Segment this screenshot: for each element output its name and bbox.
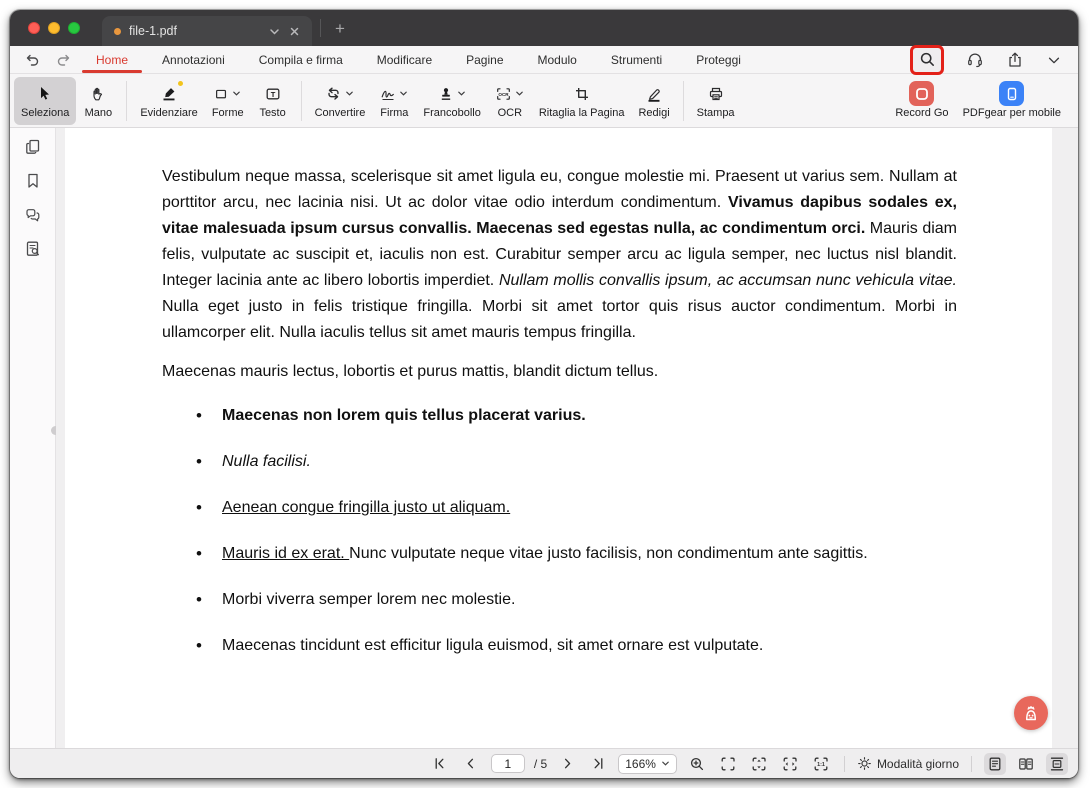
shapes-tool-button[interactable]: Forme — [205, 77, 251, 125]
select-tool-button[interactable]: Seleziona — [14, 77, 76, 125]
pdfgear-window — [10, 10, 1078, 778]
crop-icon — [574, 83, 590, 105]
tab-proteggi[interactable]: Proteggi — [696, 52, 741, 67]
left-panel-sidebar — [10, 128, 56, 748]
tab-modulo[interactable]: Modulo — [537, 52, 577, 67]
toolbar-divider — [301, 81, 302, 121]
highlighter-color-dot — [178, 81, 183, 86]
share-icon[interactable] — [1006, 51, 1024, 69]
redact-button[interactable]: Redigi — [631, 77, 676, 125]
tab-strumenti[interactable]: Strumenti — [610, 52, 663, 67]
comments-icon[interactable] — [24, 206, 42, 224]
first-page-icon[interactable] — [429, 753, 451, 775]
fit-width-icon[interactable] — [779, 753, 801, 775]
tab-home[interactable]: Home — [94, 48, 130, 72]
zoom-window-button[interactable] — [68, 22, 80, 34]
tab-divider — [320, 19, 321, 37]
statusbar — [10, 748, 1078, 778]
day-mode-label: Modalità giorno — [876, 756, 959, 771]
chevron-down-icon — [399, 89, 408, 98]
last-page-icon[interactable] — [587, 753, 609, 775]
previous-page-icon[interactable] — [460, 753, 482, 775]
svg-text:1:1: 1:1 — [817, 761, 825, 768]
new-tab-button[interactable]: + — [335, 18, 345, 38]
titlebar — [10, 10, 1078, 46]
mobile-phone-icon — [999, 83, 1024, 105]
ocr-icon — [495, 83, 524, 105]
svg-text:OCR: OCR — [498, 91, 509, 97]
text-tool-button[interactable]: T Testo — [251, 77, 295, 125]
hand-tool-button[interactable]: Mano — [76, 77, 120, 125]
sun-icon — [857, 756, 872, 771]
main-area — [10, 128, 1078, 748]
list-item: • Maecenas non lorem quis tellus placerat varius. — [162, 403, 957, 429]
stamp-tool-button[interactable]: Francobollo — [416, 77, 487, 125]
stamp-icon — [438, 83, 466, 105]
collapse-toolbar-chevron-icon[interactable] — [1046, 52, 1062, 68]
chevron-down-icon — [232, 89, 241, 98]
page-thumbnails-icon[interactable] — [24, 138, 42, 156]
close-window-button[interactable] — [28, 22, 40, 34]
print-button[interactable]: Stampa — [690, 77, 742, 125]
tab-title: file-1.pdf — [129, 24, 177, 38]
fit-height-icon[interactable] — [748, 753, 770, 775]
document-tab[interactable] — [102, 16, 312, 46]
toolbar-divider — [683, 81, 684, 121]
continuous-scroll-view-icon[interactable] — [1046, 753, 1068, 775]
highlighter-icon — [161, 83, 177, 105]
tab-compila-e-firma[interactable]: Compila e firma — [258, 52, 343, 67]
undo-redo-group — [24, 52, 72, 68]
ribbon-tabs — [94, 48, 743, 72]
document-search-icon[interactable] — [24, 240, 42, 258]
single-page-view-icon[interactable] — [984, 753, 1006, 775]
robot-icon — [1021, 703, 1041, 723]
list-item: • Aenean congue fringilla justo ut aliquam. — [162, 495, 957, 521]
list-item: • Nulla facilisi. — [162, 449, 957, 475]
chevron-down-icon — [661, 759, 670, 768]
search-icon[interactable] — [919, 51, 936, 68]
list-item: • Mauris id ex erat. Nunc vulputate neque vitae justo facilisis, non condimentum ante sagittis. — [162, 541, 957, 567]
text-icon — [265, 83, 281, 105]
page-total-label: / 5 — [533, 756, 548, 771]
two-page-view-icon[interactable] — [1015, 753, 1037, 775]
actual-size-icon[interactable] — [810, 753, 832, 775]
search-highlight-box — [910, 45, 944, 75]
shapes-icon — [214, 83, 241, 105]
svg-text:T: T — [270, 89, 275, 99]
minimize-window-button[interactable] — [48, 22, 60, 34]
toolbar — [10, 74, 1078, 128]
convert-icon — [325, 83, 354, 105]
pdf-page[interactable] — [65, 128, 1052, 748]
traffic-lights — [28, 22, 80, 34]
sign-tool-button[interactable]: Firma — [372, 77, 416, 125]
support-headset-icon[interactable] — [966, 51, 984, 69]
ocr-tool-button[interactable]: OCR OCR — [488, 77, 532, 125]
record-go-icon — [909, 83, 934, 105]
zoom-level-select[interactable] — [618, 754, 677, 774]
zoom-level-value: 166% — [625, 756, 656, 771]
chevron-down-icon — [457, 89, 466, 98]
print-icon — [708, 83, 724, 105]
day-mode-toggle[interactable] — [857, 756, 959, 771]
statusbar-divider — [971, 756, 972, 772]
menubar-right-icons — [910, 45, 1062, 75]
bookmarks-icon[interactable] — [24, 172, 42, 190]
hand-icon — [91, 83, 106, 105]
unsaved-changes-dot — [114, 28, 121, 35]
ai-assistant-robot-button[interactable] — [1014, 696, 1048, 730]
chevron-down-icon — [345, 89, 354, 98]
next-page-icon[interactable] — [556, 753, 578, 775]
tab-modificare[interactable]: Modificare — [376, 52, 433, 67]
signature-icon — [380, 83, 408, 105]
bullet-list — [162, 403, 957, 659]
document-viewport[interactable] — [56, 128, 1078, 748]
tab-annotazioni[interactable]: Annotazioni — [162, 52, 225, 67]
highlight-tool-button[interactable]: Evidenziare — [133, 77, 204, 125]
select-cursor-icon — [37, 83, 53, 105]
fit-page-icon[interactable] — [717, 753, 739, 775]
tab-close-icon[interactable] — [284, 21, 304, 41]
convert-tool-button[interactable]: Convertire — [308, 77, 373, 125]
paragraph-1: Vestibulum neque massa, scelerisque sit amet ligula eu, congue molestie mi. Praesent ut varius sem. Nullam at porttitor arcu, nec lacinia nisi. Ut ac dolor vitae odio interdum condimentum. Vivamus dapibus sodales ex, vitae malesuada ipsum cursus convallis. Maecenas sed egestas nulla, ac condimentum orci. Mauris diam felis, vulputate ac suscipit et, iaculis non est. Curabitur semper arcu ac ligula semper, nec luctus nisl blandit. Integer lacinia ante ac libero lobortis imperdiet. Nullam mollis convallis ipsum, ac accumsan nunc vehicula vitae. Nulla eget justo in felis tristique fringilla. Morbi sit amet tortor quis risus auctor condimentum. Morbi in ullamcorper elit. Nulla iaculis tellus sit amet mauris tempus fringilla. — [162, 168, 958, 341]
menubar — [10, 46, 1078, 74]
record-go-button[interactable]: Record Go — [888, 77, 955, 125]
chevron-down-icon — [515, 89, 524, 98]
list-item: • Maecenas tincidunt est efficitur ligula euismod, sit amet ornare est vulputate. — [162, 633, 957, 659]
toolbar-divider — [126, 81, 127, 121]
tab-chevron-down-icon[interactable] — [264, 21, 284, 41]
undo-icon[interactable] — [24, 52, 41, 68]
paragraph-2: Maecenas mauris lectus, lobortis et purus mattis, blandit dictum tellus. — [162, 363, 659, 380]
active-tab-underline — [82, 70, 142, 73]
redo-icon[interactable] — [55, 52, 72, 68]
crop-page-button[interactable]: Ritaglia la Pagina — [532, 77, 632, 125]
statusbar-divider — [844, 756, 845, 772]
zoom-in-icon[interactable] — [686, 753, 708, 775]
redact-icon — [646, 83, 662, 105]
pdfgear-mobile-button[interactable]: PDFgear per mobile — [956, 77, 1068, 125]
list-item: • Morbi viverra semper lorem nec molestie. — [162, 587, 957, 613]
tab-pagine[interactable]: Pagine — [466, 52, 504, 67]
page-number-input[interactable] — [491, 754, 525, 773]
